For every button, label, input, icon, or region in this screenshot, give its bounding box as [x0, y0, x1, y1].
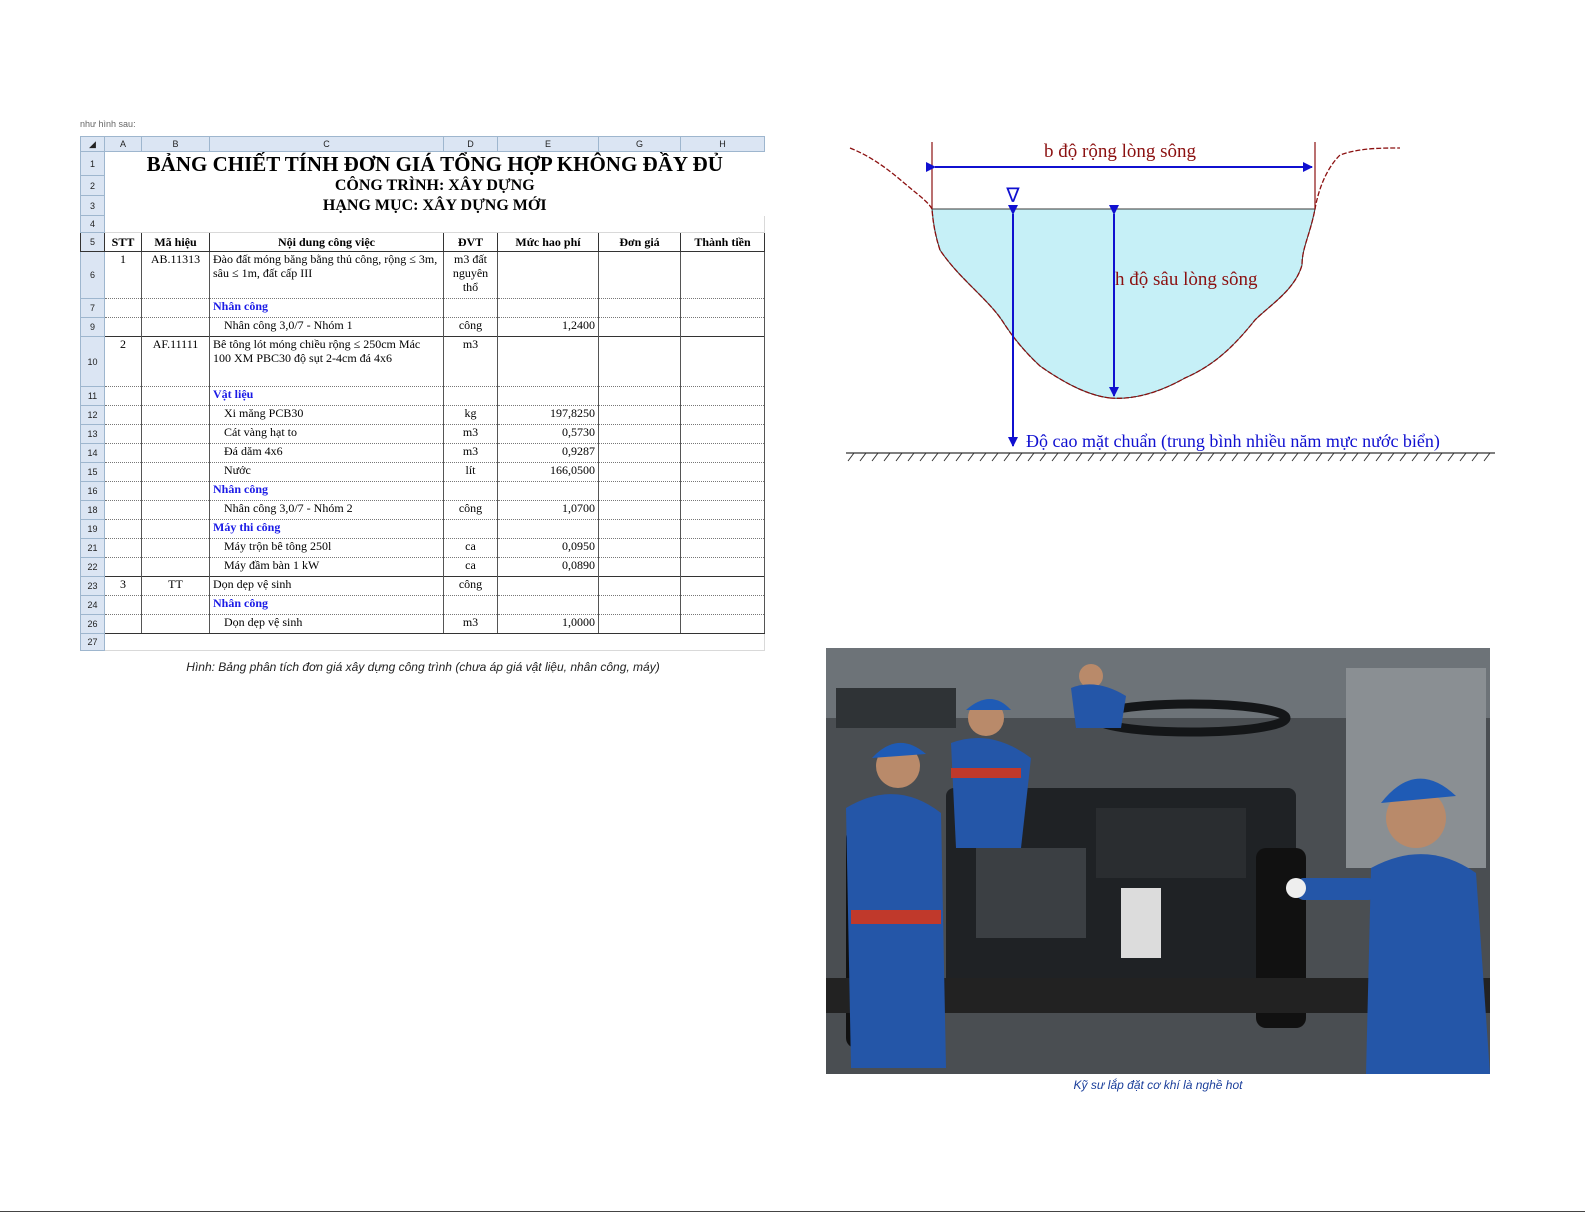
sheet-subtitle-project: CÔNG TRÌNH: XÂY DỰNG — [334, 176, 535, 194]
unit-cell[interactable] — [444, 596, 498, 615]
unit-price-cell[interactable] — [599, 501, 681, 520]
group-row — [81, 387, 765, 406]
stt-cell[interactable] — [105, 558, 142, 577]
unit-price-cell[interactable] — [599, 444, 681, 463]
row-header[interactable]: 10 — [81, 337, 105, 387]
unit-price-cell[interactable] — [599, 463, 681, 482]
unit-price-cell[interactable] — [599, 299, 681, 318]
amount-cell[interactable] — [681, 501, 765, 520]
code-cell[interactable] — [142, 318, 210, 337]
stt-cell[interactable]: 3 — [105, 577, 142, 596]
code-cell[interactable] — [142, 615, 210, 634]
row-header[interactable]: 9 — [81, 318, 105, 337]
unit-price-cell[interactable] — [599, 520, 681, 539]
detail-row — [81, 615, 765, 634]
unit-cell[interactable] — [444, 299, 498, 318]
code-cell[interactable] — [142, 501, 210, 520]
unit-cell[interactable] — [444, 387, 498, 406]
unit-price-cell[interactable] — [599, 482, 681, 501]
quantity-cell[interactable] — [498, 252, 599, 299]
group-row — [81, 596, 765, 615]
spreadsheet-figure — [80, 119, 766, 662]
item-row — [81, 577, 765, 596]
header-quantity: Mức hao phí — [498, 233, 599, 252]
row-header[interactable]: 16 — [81, 482, 105, 501]
stt-cell[interactable]: 1 — [105, 252, 142, 299]
code-cell[interactable] — [142, 596, 210, 615]
unit-price-cell[interactable] — [599, 577, 681, 596]
quantity-cell[interactable]: 0,0890 — [498, 558, 599, 577]
quantity-cell[interactable]: 0,0950 — [498, 539, 599, 558]
detail-row — [81, 539, 765, 558]
unit-price-cell[interactable] — [599, 425, 681, 444]
column-header-d[interactable]: D — [444, 137, 498, 152]
datum-label: Độ cao mặt chuẩn (trung bình nhiều năm mực nước biển) — [1026, 431, 1440, 451]
code-cell[interactable] — [142, 444, 210, 463]
content-cell[interactable]: Nhân công 3,0/7 - Nhóm 2 — [210, 501, 444, 520]
detail-row — [81, 425, 765, 444]
datum-hatching — [848, 453, 1490, 461]
unit-cell[interactable]: công — [444, 318, 498, 337]
group-label-cell[interactable]: Nhân công — [210, 482, 444, 501]
quantity-cell[interactable] — [498, 482, 599, 501]
content-cell[interactable]: Máy trộn bê tông 250l — [210, 539, 444, 558]
sheet-row — [81, 196, 765, 216]
amount-cell[interactable] — [681, 558, 765, 577]
amount-cell[interactable] — [681, 577, 765, 596]
unit-cell[interactable]: lít — [444, 463, 498, 482]
quantity-cell[interactable]: 1,0000 — [498, 615, 599, 634]
sheet-top-text: như hình sau: — [80, 119, 136, 129]
content-cell[interactable]: Nước — [210, 463, 444, 482]
code-cell[interactable] — [142, 463, 210, 482]
river-cross-section-diagram — [840, 130, 1500, 470]
unit-cell[interactable]: ca — [444, 539, 498, 558]
detail-row — [81, 444, 765, 463]
content-cell[interactable]: Đá dăm 4x6 — [210, 444, 444, 463]
width-label: b độ rộng lòng sông — [1044, 141, 1196, 162]
unit-cell[interactable] — [444, 482, 498, 501]
item-row — [81, 337, 765, 387]
photo-caption: Kỹ sư lắp đặt cơ khí là nghề hot — [1073, 1078, 1243, 1092]
row-header[interactable]: 18 — [81, 501, 105, 520]
code-cell[interactable] — [142, 482, 210, 501]
unit-cell[interactable]: kg — [444, 406, 498, 425]
mechanical-engineers-photo — [826, 648, 1490, 1074]
amount-cell[interactable] — [681, 318, 765, 337]
code-cell[interactable]: AF.11111 — [142, 337, 210, 387]
content-cell[interactable]: Xi măng PCB30 — [210, 406, 444, 425]
unit-cell[interactable]: công — [444, 501, 498, 520]
amount-cell[interactable] — [681, 615, 765, 634]
row-header[interactable]: 22 — [81, 558, 105, 577]
unit-cell[interactable]: m3 — [444, 444, 498, 463]
quantity-cell[interactable]: 197,8250 — [498, 406, 599, 425]
stt-cell[interactable] — [105, 387, 142, 406]
detail-row — [81, 318, 765, 337]
page-bottom-rule — [0, 1211, 1585, 1212]
group-label-cell[interactable]: Nhân công — [210, 299, 444, 318]
stt-cell[interactable] — [105, 482, 142, 501]
unit-cell[interactable]: công — [444, 577, 498, 596]
content-cell[interactable]: Dọn dẹp vệ sinh — [210, 615, 444, 634]
code-cell[interactable] — [142, 558, 210, 577]
sheet-subtitle-category: HẠNG MỤC: XÂY DỰNG MỚI — [322, 196, 547, 214]
content-cell[interactable]: Đào đất móng băng bằng thủ công, rộng ≤ 3m, sâu ≤ 1m, đất cấp III — [210, 252, 444, 299]
stt-cell[interactable] — [105, 444, 142, 463]
code-cell[interactable] — [142, 425, 210, 444]
unit-price-cell[interactable] — [599, 252, 681, 299]
column-header-b[interactable]: B — [142, 137, 210, 152]
code-cell[interactable] — [142, 406, 210, 425]
column-header-g[interactable]: G — [599, 137, 681, 152]
stt-cell[interactable] — [105, 596, 142, 615]
unit-price-cell[interactable] — [599, 558, 681, 577]
row-header[interactable]: 15 — [81, 463, 105, 482]
item-row — [81, 252, 765, 299]
table-header-row — [81, 233, 765, 252]
row-header[interactable]: 1 — [81, 152, 105, 176]
row-header[interactable]: 4 — [81, 216, 105, 233]
quantity-cell[interactable] — [498, 337, 599, 387]
stt-cell[interactable] — [105, 299, 142, 318]
row-header[interactable]: 5 — [81, 233, 105, 252]
row-header[interactable]: 12 — [81, 406, 105, 425]
quantity-cell[interactable]: 1,0700 — [498, 501, 599, 520]
stt-cell[interactable]: 2 — [105, 337, 142, 387]
stt-cell[interactable] — [105, 463, 142, 482]
row-header[interactable]: 7 — [81, 299, 105, 318]
sheet-title: BẢNG CHIẾT TÍNH ĐƠN GIÁ TỔNG HỢP KHÔNG ĐẦY ĐỦ — [146, 151, 723, 176]
quantity-cell[interactable] — [498, 299, 599, 318]
column-header-row — [81, 137, 765, 152]
table-body — [81, 252, 765, 634]
amount-cell[interactable] — [681, 444, 765, 463]
unit-price-cell[interactable] — [599, 596, 681, 615]
detail-row — [81, 501, 765, 520]
group-row — [81, 482, 765, 501]
amount-cell[interactable] — [681, 387, 765, 406]
price-analysis-table — [80, 136, 765, 651]
group-label-cell[interactable]: Vật liệu — [210, 387, 444, 406]
amount-cell[interactable] — [681, 337, 765, 387]
code-cell[interactable] — [142, 299, 210, 318]
water-level-symbol: ∇ — [1006, 183, 1020, 207]
column-header-h[interactable]: H — [681, 137, 765, 152]
header-stt: STT — [105, 233, 142, 252]
amount-cell[interactable] — [681, 596, 765, 615]
unit-price-cell[interactable] — [599, 615, 681, 634]
column-header-c[interactable]: C — [210, 137, 444, 152]
header-content: Nội dung công việc — [210, 233, 444, 252]
quantity-cell[interactable] — [498, 520, 599, 539]
unit-cell[interactable]: m3 — [444, 425, 498, 444]
unit-cell[interactable]: m3 — [444, 615, 498, 634]
row-header[interactable]: 23 — [81, 577, 105, 596]
header-amount: Thành tiền — [681, 233, 765, 252]
header-code: Mã hiệu — [142, 233, 210, 252]
content-cell[interactable]: Nhân công 3,0/7 - Nhóm 1 — [210, 318, 444, 337]
group-label-cell[interactable]: Nhân công — [210, 596, 444, 615]
column-header-a[interactable]: A — [105, 137, 142, 152]
depth-label: h độ sâu lòng sông — [1115, 269, 1258, 290]
group-row — [81, 520, 765, 539]
row-header[interactable]: 13 — [81, 425, 105, 444]
amount-cell[interactable] — [681, 425, 765, 444]
content-cell[interactable]: Máy đầm bàn 1 kW — [210, 558, 444, 577]
quantity-cell[interactable]: 1,2400 — [498, 318, 599, 337]
quantity-cell[interactable]: 0,9287 — [498, 444, 599, 463]
quantity-cell[interactable] — [498, 596, 599, 615]
unit-price-cell[interactable] — [599, 337, 681, 387]
row-header[interactable]: 2 — [81, 176, 105, 196]
sheet-row — [81, 634, 765, 651]
empty-cell[interactable] — [105, 634, 765, 651]
unit-cell[interactable]: m3 đất nguyên thổ — [444, 252, 498, 299]
row-header[interactable]: 21 — [81, 539, 105, 558]
row-header[interactable]: 6 — [81, 252, 105, 299]
unit-cell[interactable] — [444, 520, 498, 539]
quantity-cell[interactable] — [498, 387, 599, 406]
stt-cell[interactable] — [105, 425, 142, 444]
stt-cell[interactable] — [105, 318, 142, 337]
spreadsheet-caption: Hình: Bảng phân tích đơn giá xây dựng công trình (chưa áp giá vật liệu, nhân công, máy) — [186, 660, 660, 674]
group-row — [81, 299, 765, 318]
unit-price-cell[interactable] — [599, 387, 681, 406]
amount-cell[interactable] — [681, 299, 765, 318]
row-header[interactable]: 14 — [81, 444, 105, 463]
row-header[interactable]: 27 — [81, 634, 105, 651]
empty-cell[interactable] — [105, 216, 765, 233]
select-all-corner[interactable]: ◢ — [81, 137, 105, 152]
sheet-row — [81, 176, 765, 196]
unit-price-cell[interactable] — [599, 406, 681, 425]
stt-cell[interactable] — [105, 520, 142, 539]
row-header[interactable]: 26 — [81, 615, 105, 634]
amount-cell[interactable] — [681, 406, 765, 425]
unit-cell[interactable]: m3 — [444, 337, 498, 387]
code-cell[interactable] — [142, 539, 210, 558]
row-header[interactable]: 11 — [81, 387, 105, 406]
code-cell[interactable]: TT — [142, 577, 210, 596]
quantity-cell[interactable]: 166,0500 — [498, 463, 599, 482]
code-cell[interactable]: AB.11313 — [142, 252, 210, 299]
sheet-row — [81, 216, 765, 233]
amount-cell[interactable] — [681, 463, 765, 482]
header-unit-price: Đơn giá — [599, 233, 681, 252]
amount-cell[interactable] — [681, 539, 765, 558]
unit-cell[interactable]: ca — [444, 558, 498, 577]
river-water-area — [932, 209, 1315, 398]
code-cell[interactable] — [142, 520, 210, 539]
row-header[interactable]: 24 — [81, 596, 105, 615]
stt-cell[interactable] — [105, 539, 142, 558]
detail-row — [81, 463, 765, 482]
content-cell[interactable]: Bê tông lót móng chiều rộng ≤ 250cm Mác 100 XM PBC30 độ sụt 2-4cm đá 4x6 — [210, 337, 444, 387]
detail-row — [81, 406, 765, 425]
sheet-row — [81, 152, 765, 176]
quantity-cell[interactable]: 0,5730 — [498, 425, 599, 444]
amount-cell[interactable] — [681, 482, 765, 501]
content-cell[interactable]: Dọn dẹp vệ sinh — [210, 577, 444, 596]
code-cell[interactable] — [142, 387, 210, 406]
stt-cell[interactable] — [105, 615, 142, 634]
amount-cell[interactable] — [681, 520, 765, 539]
unit-price-cell[interactable] — [599, 539, 681, 558]
quantity-cell[interactable] — [498, 577, 599, 596]
detail-row — [81, 558, 765, 577]
content-cell[interactable]: Cát vàng hạt to — [210, 425, 444, 444]
unit-price-cell[interactable] — [599, 318, 681, 337]
stt-cell[interactable] — [105, 406, 142, 425]
group-label-cell[interactable]: Máy thi công — [210, 520, 444, 539]
row-header[interactable]: 3 — [81, 196, 105, 216]
stt-cell[interactable] — [105, 501, 142, 520]
amount-cell[interactable] — [681, 252, 765, 299]
header-unit: ĐVT — [444, 233, 498, 252]
column-header-e[interactable]: E — [498, 137, 599, 152]
row-header[interactable]: 19 — [81, 520, 105, 539]
